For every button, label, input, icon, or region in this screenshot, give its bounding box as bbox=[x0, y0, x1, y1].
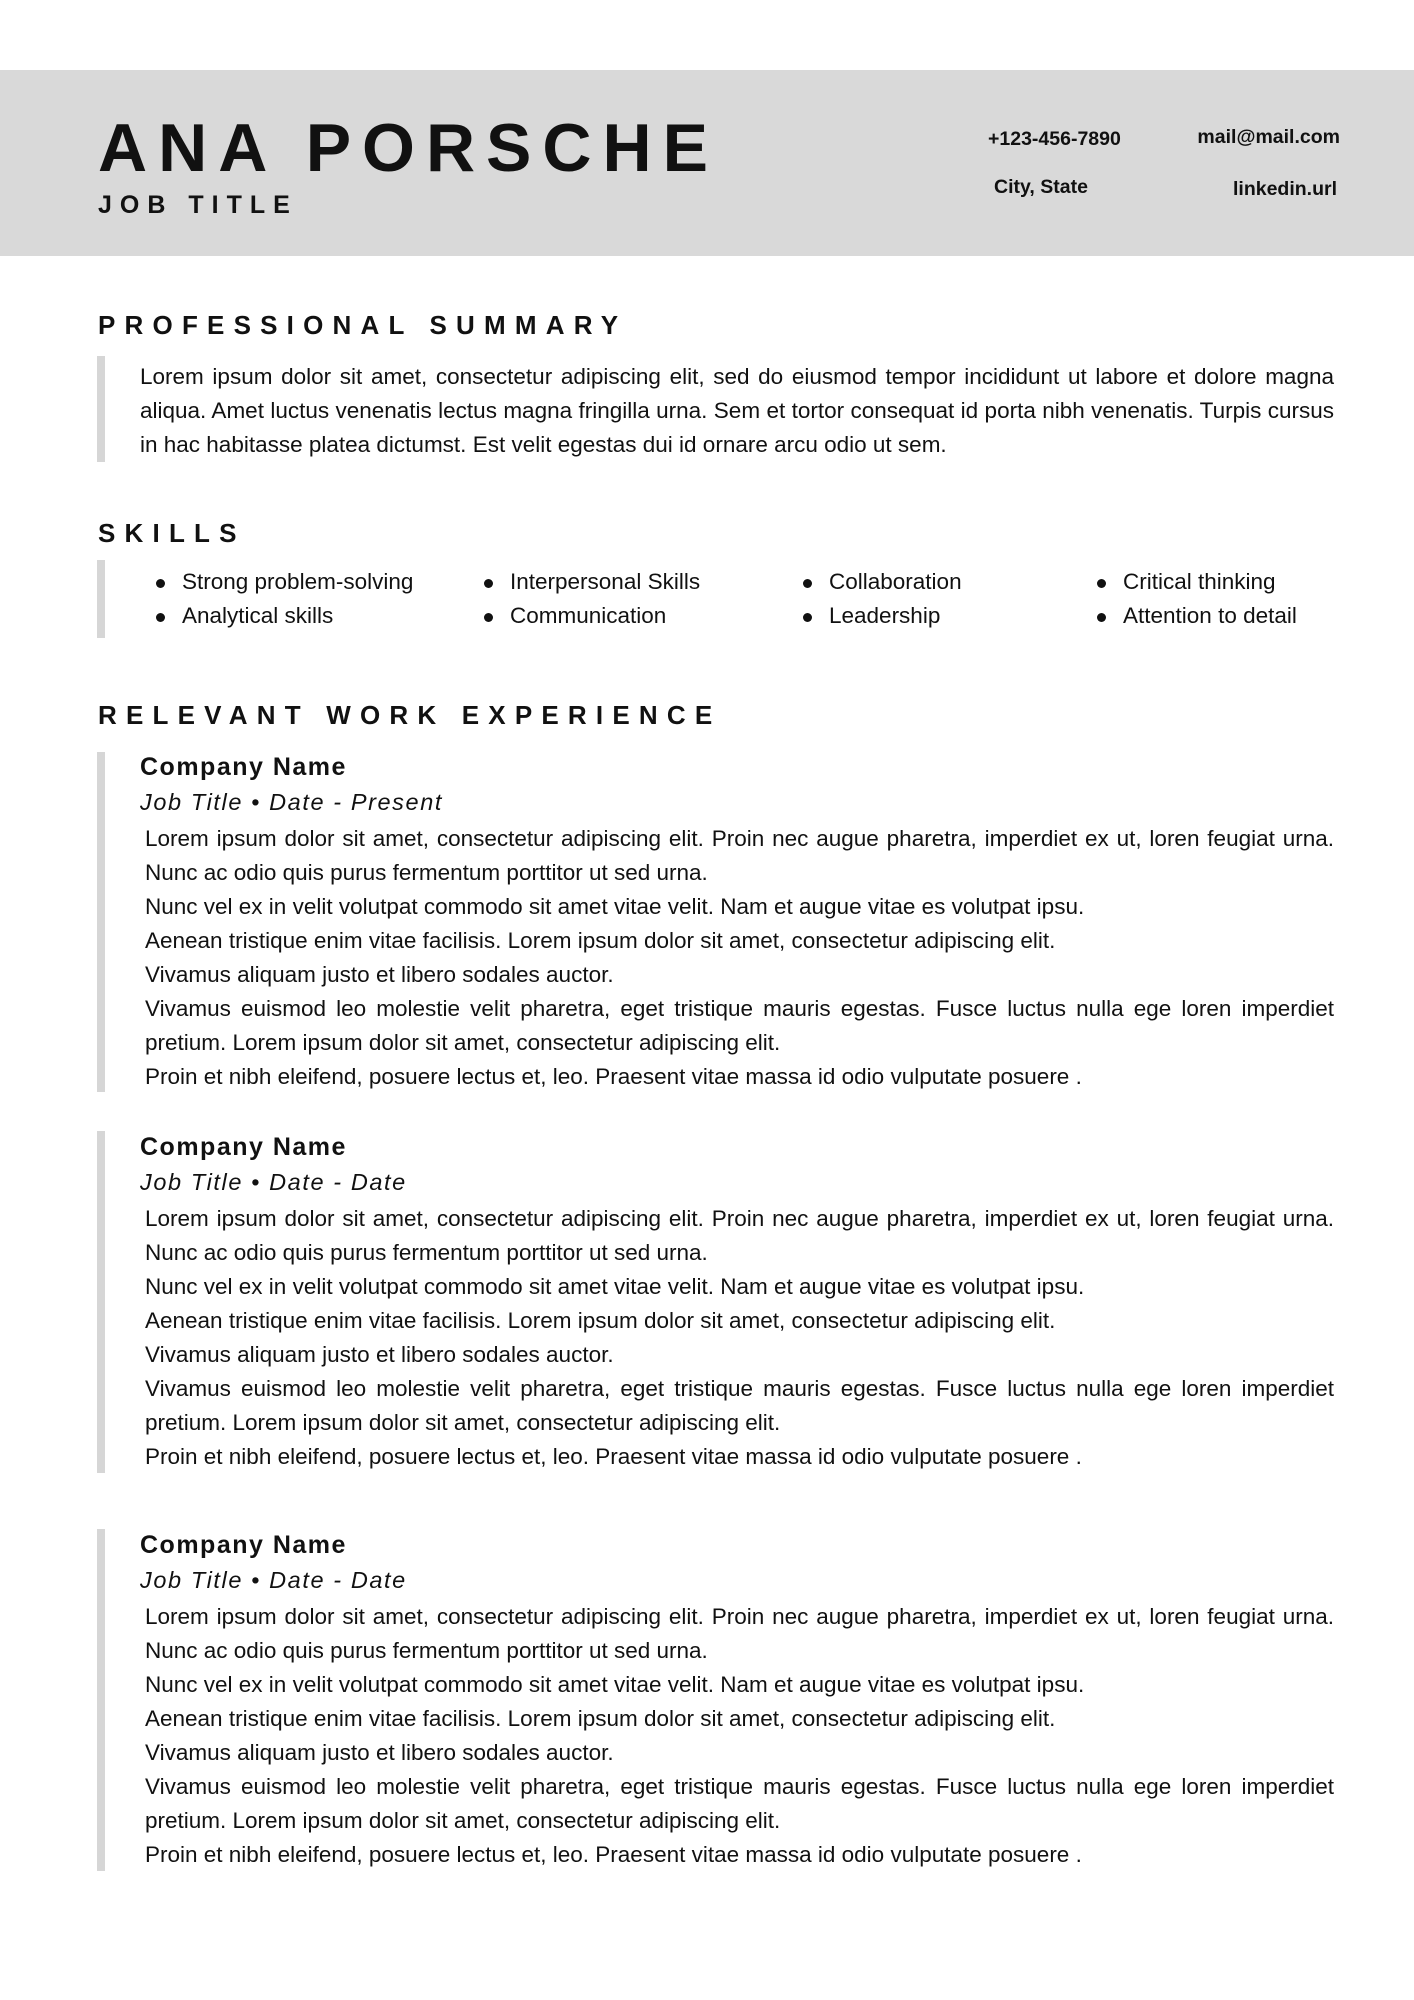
skill-item: Interpersonal Skills bbox=[480, 565, 700, 599]
skill-item: Communication bbox=[480, 599, 700, 633]
skills-column bbox=[1093, 565, 1297, 633]
job-description-line: Nunc vel ex in velit volutpat commodo sit amet vitae velit. Nam et augue vitae es volutpat ipsu. bbox=[145, 1274, 1085, 1299]
contact-location: City, State bbox=[994, 176, 1088, 198]
job-description-line: Lorem ipsum dolor sit amet, consectetur adipiscing elit. Proin nec augue pharetra, imperdiet ex ut, loren feugiat urna. Nunc ac odio quis purus fermentum porttitor ut sed urna. bbox=[145, 1206, 1334, 1265]
job-description-line: Vivamus euismod leo molestie velit pharetra, eget tristique mauris egestas. Fusce luctus nulla ege loren imperdiet pretium. Lorem ipsum dolor sit amet, consectetur adipiscing elit. bbox=[145, 1774, 1334, 1833]
job-description-line: Vivamus aliquam justo et libero sodales auctor. bbox=[145, 1342, 614, 1367]
skills-column bbox=[799, 565, 962, 633]
job-description-line: Aenean tristique enim vitae facilisis. Lorem ipsum dolor sit amet, consectetur adipiscing elit. bbox=[145, 1706, 1056, 1731]
contact-linkedin[interactable]: linkedin.url bbox=[1232, 178, 1337, 200]
job-accent-bar bbox=[97, 1131, 105, 1473]
job-description-line: Vivamus euismod leo molestie velit pharetra, eget tristique mauris egestas. Fusce luctus nulla ege loren imperdiet pretium. Lorem ipsum dolor sit amet, consectetur adipiscing elit. bbox=[145, 996, 1334, 1055]
summary-accent-bar bbox=[97, 356, 105, 462]
job-description-line: Aenean tristique enim vitae facilisis. Lorem ipsum dolor sit amet, consectetur adipiscing elit. bbox=[145, 928, 1056, 953]
job-accent-bar bbox=[97, 752, 105, 1092]
contact-email[interactable]: mail@mail.com bbox=[1197, 126, 1340, 148]
job-description-line: Lorem ipsum dolor sit amet, consectetur adipiscing elit. Proin nec augue pharetra, imperdiet ex ut, loren feugiat urna. Nunc ac odio quis purus fermentum porttitor ut sed urna. bbox=[145, 1604, 1334, 1663]
job-description-line: Nunc vel ex in velit volutpat commodo sit amet vitae velit. Nam et augue vitae es volutpat ipsu. bbox=[145, 1672, 1085, 1697]
skill-item: Leadership bbox=[799, 599, 962, 633]
candidate-job-title: JOB TITLE bbox=[98, 191, 298, 219]
skills-column bbox=[480, 565, 700, 633]
summary-text: Lorem ipsum dolor sit amet, consectetur adipiscing elit, sed do eiusmod tempor incididunt ut labore et dolore magna aliqua. Amet luctus venenatis lectus magna fringilla urna. Sem et tortor consequat id porta nibh venenatis. Turpis cursus in hac habitasse platea dictumst. Est velit egestas dui id ornare arcu odio ut sem. bbox=[140, 364, 1334, 457]
skills-heading: SKILLS bbox=[98, 518, 246, 548]
skill-item: Attention to detail bbox=[1093, 599, 1297, 633]
job-description-line: Proin et nibh eleifend, posuere lectus et, leo. Praesent vitae massa id odio vulputate posuere . bbox=[145, 1842, 1082, 1867]
skills-column bbox=[152, 565, 413, 633]
skill-item: Analytical skills bbox=[152, 599, 413, 633]
job-role-dates: Job Title • Date - Present bbox=[140, 789, 444, 815]
job-description-line: Aenean tristique enim vitae facilisis. Lorem ipsum dolor sit amet, consectetur adipiscing elit. bbox=[145, 1308, 1056, 1333]
job-description-line: Nunc vel ex in velit volutpat commodo sit amet vitae velit. Nam et augue vitae es volutpat ipsu. bbox=[145, 894, 1085, 919]
job-accent-bar bbox=[97, 1529, 105, 1871]
job-description-line: Vivamus euismod leo molestie velit pharetra, eget tristique mauris egestas. Fusce luctus nulla ege loren imperdiet pretium. Lorem ipsum dolor sit amet, consectetur adipiscing elit. bbox=[145, 1376, 1334, 1435]
contact-phone: +123-456-7890 bbox=[988, 128, 1121, 150]
summary-heading: PROFESSIONAL SUMMARY bbox=[98, 310, 628, 340]
job-entry bbox=[140, 1528, 1334, 1872]
experience-heading: RELEVANT WORK EXPERIENCE bbox=[98, 700, 722, 730]
job-entry bbox=[140, 750, 1334, 1094]
job-description-line: Vivamus aliquam justo et libero sodales auctor. bbox=[145, 962, 614, 987]
job-entry bbox=[140, 1130, 1334, 1474]
candidate-name: ANA PORSCHE bbox=[98, 110, 719, 186]
skill-item: Strong problem-solving bbox=[152, 565, 413, 599]
company-name: Company Name bbox=[140, 1133, 347, 1161]
skill-item: Critical thinking bbox=[1093, 565, 1297, 599]
company-name: Company Name bbox=[140, 1531, 347, 1559]
job-description-line: Proin et nibh eleifend, posuere lectus et, leo. Praesent vitae massa id odio vulputate posuere . bbox=[145, 1064, 1082, 1089]
skill-item: Collaboration bbox=[799, 565, 962, 599]
job-description-line: Vivamus aliquam justo et libero sodales auctor. bbox=[145, 1740, 614, 1765]
job-role-dates: Job Title • Date - Date bbox=[140, 1169, 407, 1195]
job-description-line: Proin et nibh eleifend, posuere lectus et, leo. Praesent vitae massa id odio vulputate posuere . bbox=[145, 1444, 1082, 1469]
company-name: Company Name bbox=[140, 753, 347, 781]
job-role-dates: Job Title • Date - Date bbox=[140, 1567, 407, 1593]
job-description-line: Lorem ipsum dolor sit amet, consectetur adipiscing elit. Proin nec augue pharetra, imperdiet ex ut, loren feugiat urna. Nunc ac odio quis purus fermentum porttitor ut sed urna. bbox=[145, 826, 1334, 885]
skills-accent-bar bbox=[97, 560, 105, 638]
